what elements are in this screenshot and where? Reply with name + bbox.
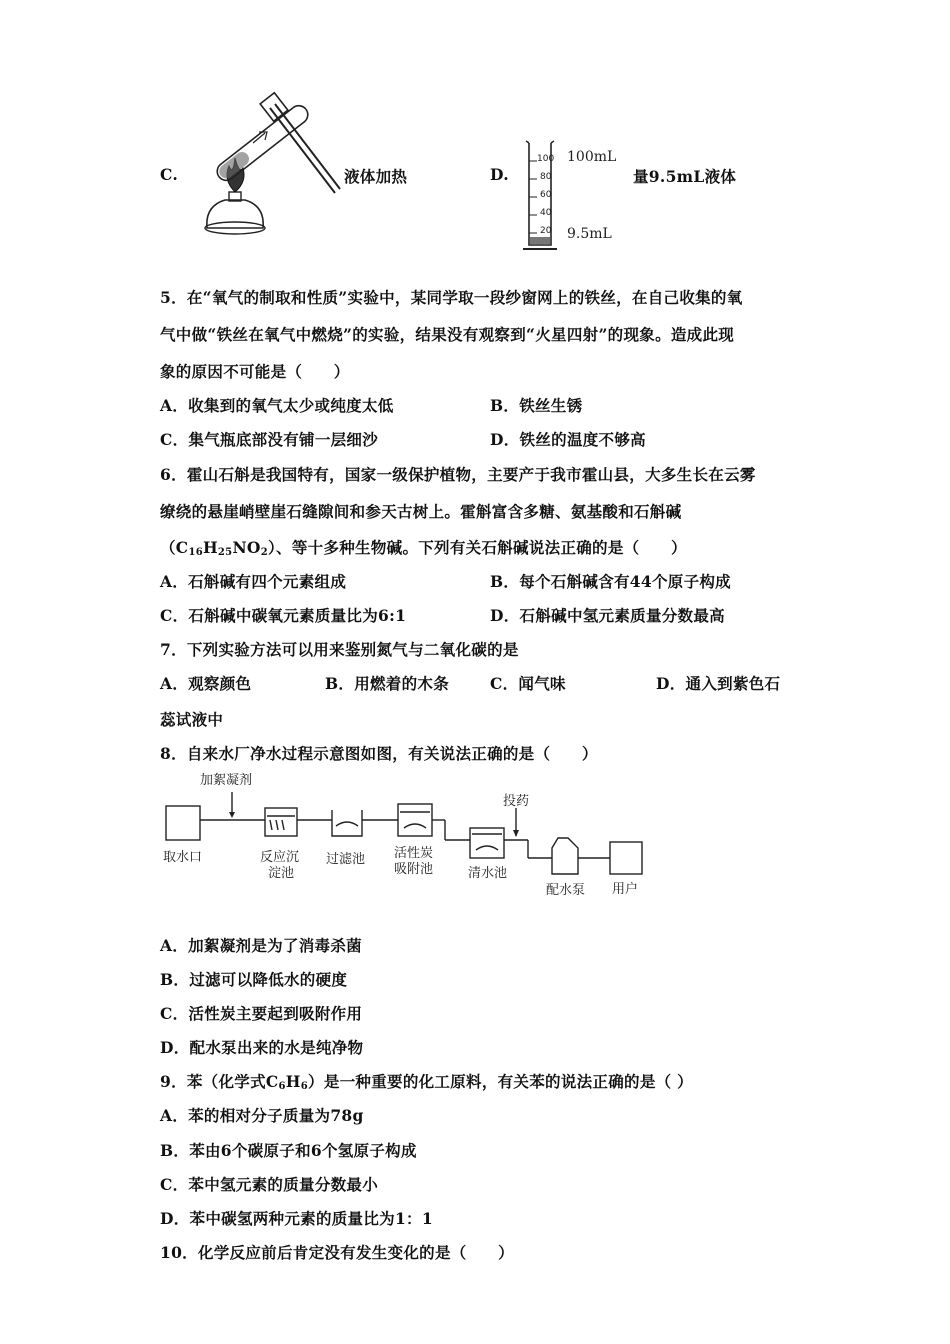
q8-option-c: C．活性炭主要起到吸附作用: [160, 1004, 363, 1023]
tick-40: 40: [540, 208, 552, 218]
q9-option-b: B．苯由6个碳原子和6个氢原子构成: [160, 1141, 417, 1160]
q7-option-b: B．用燃着的木条: [325, 674, 450, 693]
option-c-text: 液体加热: [344, 167, 408, 186]
q6-option-b: B．每个石斛碱含有44个原子构成: [490, 572, 731, 591]
label-add-chemical: 投药: [503, 794, 530, 809]
q8-stem: 8．自来水厂净水过程示意图如图，有关说法正确的是（ ）: [160, 744, 598, 763]
label-filter-pool: 过滤池: [326, 852, 366, 867]
q7-option-d-wrap: 蕊试液中: [160, 710, 224, 729]
tick-80: 80: [540, 172, 552, 182]
cylinder-top-label: 100mL: [567, 149, 617, 165]
q7-option-d: D．通入到紫色石: [656, 674, 781, 693]
q5-option-a: A．收集到的氧气太少或纯度太低: [160, 396, 394, 415]
tick-100: 100: [537, 154, 555, 164]
water-treatment-diagram: [160, 770, 650, 900]
tick-60: 60: [540, 190, 552, 200]
q7-option-c: C．闻气味: [490, 674, 566, 693]
tick-20: 20: [540, 226, 552, 236]
q7-stem: 7．下列实验方法可以用来鉴别氮气与二氧化碳的是: [160, 640, 519, 659]
q8-option-d: D．配水泵出来的水是纯净物: [160, 1038, 364, 1057]
q5-option-b: B．铁丝生锈: [490, 396, 583, 415]
label-reaction-tank-1: 反应沉: [260, 850, 300, 865]
label-carbon-1: 活性炭: [394, 846, 434, 861]
q8-option-b: B．过滤可以降低水的硬度: [160, 970, 348, 989]
q5-option-d: D．铁丝的温度不够高: [490, 430, 646, 449]
q5-option-c: C．集气瓶底部没有铺一层细沙: [160, 430, 379, 449]
q6-stem-line-2: 缭绕的悬崖峭壁崖石缝隙间和参天古树上。霍斛富含多糖、氨基酸和石斛碱: [160, 502, 682, 521]
q6-stem-line-1: 6．霍山石斛是我国特有，国家一级保护植物，主要产于我市霍山县，大多生长在云雾: [160, 465, 756, 484]
label-reaction-tank-2: 淀池: [268, 866, 295, 881]
q6-option-c: C．石斛碱中碳氧元素质量比为6:1: [160, 606, 407, 625]
label-carbon-2: 吸附池: [394, 862, 434, 877]
q9-stem: 9．苯（化学式$C_6H_6$）是一种重要的化工原料，有关苯的说法正确的是（ ）: [160, 1072, 693, 1092]
option-d-letter: D.: [490, 165, 509, 184]
label-user: 用户: [612, 882, 639, 897]
q10-stem: 10．化学反应前后肯定没有发生变化的是（ ）: [160, 1243, 514, 1262]
q5-stem-line-2: 气中做“铁丝在氧气中燃烧”的实验，结果没有观察到“火星四射”的现象。造成此现: [160, 325, 735, 344]
q5-stem-line-3: 象的原因不可能是（ ）: [160, 362, 350, 381]
liquid-heating-figure: [185, 88, 345, 248]
cylinder-bottom-label: 9.5mL: [567, 226, 612, 242]
q6-option-d: D．石斛碱中氢元素质量分数最高: [490, 606, 725, 625]
q8-option-a: A．加絮凝剂是为了消毒杀菌: [160, 936, 362, 955]
q7-option-a: A．观察颜色: [160, 674, 252, 693]
q9-option-a: A．苯的相对分子质量为78g: [160, 1106, 364, 1125]
q6-option-a: A．石斛碱有四个元素组成: [160, 572, 347, 591]
label-add-coagulant: 加絮凝剂: [200, 773, 253, 788]
q5-stem-line-1: 5．在“氧气的制取和性质”实验中，某同学取一段纱窗网上的铁丝，在自己收集的氧: [160, 288, 743, 307]
label-intake: 取水口: [163, 850, 203, 865]
label-pump: 配水泵: [546, 883, 586, 898]
option-d-text: 量9.5mL液体: [633, 167, 737, 186]
q9-option-c: C．苯中氢元素的质量分数最小: [160, 1175, 379, 1194]
q6-stem-line-3: $(C_{16}H_{25}NO_2)$、等十多种生物碱。下列有关石斛碱说法正确的是（ ）: [160, 538, 687, 558]
option-c-letter: C.: [160, 165, 179, 184]
q9-option-d: D．苯中碳氢两种元素的质量比为1：1: [160, 1209, 433, 1228]
label-clear-water: 清水池: [468, 866, 508, 881]
